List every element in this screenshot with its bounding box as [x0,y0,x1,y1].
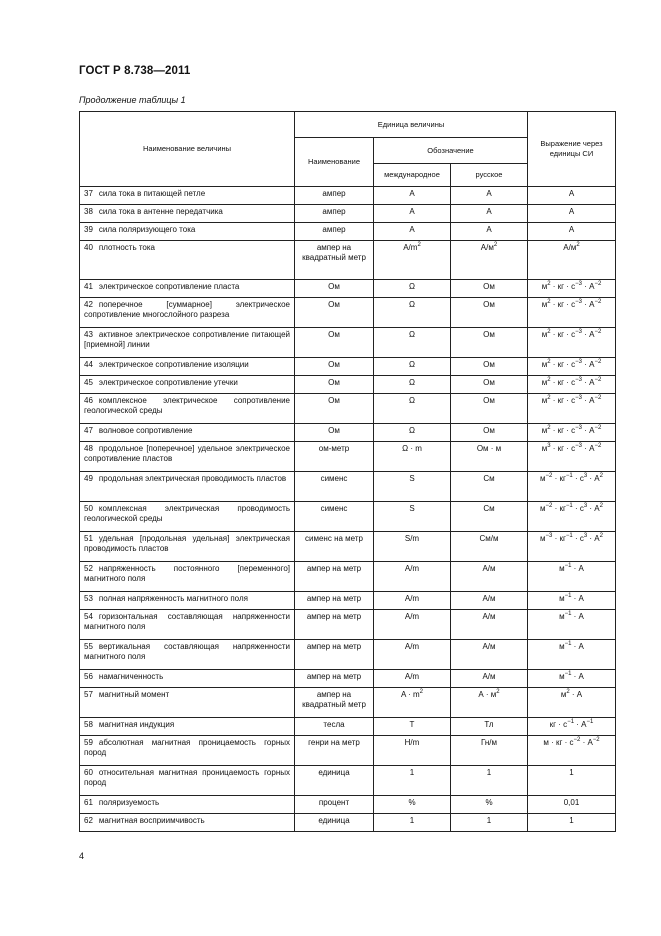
table-row [80,562,616,592]
header-designation: Обозначение [374,138,528,164]
si-expression: $м^3$ · кг · $с^{-3} \cdot A^{-2}$ [528,442,616,472]
quantity-name: сила тока в питающей петле [98,189,206,198]
russian-designation: 1 [451,814,528,832]
row-number: 57 [84,690,93,699]
unit-name-cell: ампер [295,223,374,241]
quantity-name: поперечное [суммарное] электрическое сопротивление многослойного разреза [84,300,290,320]
table-row [80,472,616,502]
russian-designation: Гн/м [451,736,528,766]
international-designation: A [374,223,451,241]
russian-designation: См [451,472,528,502]
table-row [80,328,616,358]
international-designation: H/m [374,736,451,766]
row-number: 58 [84,720,93,729]
page-number: 4 [79,851,85,861]
quantity-name: напряженность постоянного [переменного] магнитного поля [84,564,290,584]
quantity-cell [80,280,295,298]
international-designation: 1 [374,766,451,796]
table-row [80,223,616,241]
table-caption: Продолжение таблицы 1 [79,95,186,105]
table-row [80,442,616,472]
unit-name-cell: единица [295,814,374,832]
unit-name-cell: Ом [295,298,374,328]
row-number: 47 [84,426,93,435]
international-designation: Ω [374,358,451,376]
row-number: 42 [84,300,93,309]
row-number: 43 [84,330,93,339]
quantity-name: абсолютная магнитная проницаемость горных пород [84,738,290,758]
russian-designation: $А/м^2$ [451,241,528,280]
row-number: 48 [84,444,93,453]
table-row [80,766,616,796]
international-designation: $A \cdot m^2$ [374,688,451,718]
russian-designation: Ом [451,298,528,328]
table-row [80,814,616,832]
russian-designation: А/м [451,610,528,640]
international-designation: Ω [374,394,451,424]
russian-designation: См/м [451,532,528,562]
quantity-cell [80,532,295,562]
si-expression: $м^{-1} \cdot A$ [528,562,616,592]
si-expression: $м^2$ · кг · $с^{-3} \cdot A^{-2}$ [528,280,616,298]
international-designation: T [374,718,451,736]
unit-name-cell: ампер [295,205,374,223]
si-expression: A [528,187,616,205]
quantity-cell [80,424,295,442]
russian-designation: Ом [451,328,528,358]
row-number: 44 [84,360,93,369]
unit-name-cell: ом-метр [295,442,374,472]
quantity-cell [80,592,295,610]
russian-designation: Ом [451,394,528,424]
unit-name-cell: Ом [295,376,374,394]
russian-designation: А [451,223,528,241]
si-expression: $м^2$ · кг · $с^{-3} \cdot A^{-2}$ [528,358,616,376]
international-designation: A/m [374,592,451,610]
unit-name-cell: сименс на метр [295,532,374,562]
si-expression: кг · $с^{-1} \cdot A^{-1}$ [528,718,616,736]
unit-name-cell: ампер на квадратный метр [295,241,374,280]
document-title: ГОСТ Р 8.738—2011 [79,65,191,77]
row-number: 54 [84,612,93,621]
table-row [80,280,616,298]
unit-name-cell: Ом [295,394,374,424]
russian-designation: Ом [451,358,528,376]
quantity-name: магнитная восприимчивость [98,816,205,825]
international-designation: S/m [374,532,451,562]
russian-designation: Тл [451,718,528,736]
row-number: 46 [84,396,93,405]
quantity-cell [80,298,295,328]
si-expression: $м^{-1} \cdot A$ [528,640,616,670]
international-designation: Ω [374,424,451,442]
row-number: 49 [84,474,93,483]
russian-designation: Ом [451,280,528,298]
unit-name-cell: ампер [295,187,374,205]
table-row [80,358,616,376]
russian-designation: А/м [451,640,528,670]
si-expression: 0,01 [528,796,616,814]
unit-name-cell: Ом [295,280,374,298]
international-designation: S [374,502,451,532]
quantity-cell [80,610,295,640]
si-expression: $A/м^2$ [528,241,616,280]
russian-designation: А/м [451,592,528,610]
quantity-name: относительная магнитная проницаемость горных пород [84,768,290,788]
row-number: 51 [84,534,93,543]
quantity-name: электрическое сопротивление изоляции [98,360,249,369]
unit-name-cell: Ом [295,328,374,358]
row-number: 62 [84,816,93,825]
row-number: 45 [84,378,93,387]
quantity-name: магнитный момент [98,690,170,699]
si-expression: м · кг · $с^{-2} \cdot A^{-2}$ [528,736,616,766]
unit-name-cell: ампер на метр [295,670,374,688]
unit-name-cell: ампер на метр [295,562,374,592]
russian-designation: Ом · м [451,442,528,472]
row-number: 40 [84,243,93,252]
russian-designation: Ом [451,376,528,394]
international-designation: 1 [374,814,451,832]
international-designation: A [374,205,451,223]
unit-name-cell: ампер на метр [295,610,374,640]
si-expression: 1 [528,766,616,796]
international-designation: A/m [374,562,451,592]
table-row [80,205,616,223]
header-unit: Единица величины [295,112,528,138]
row-number: 37 [84,189,93,198]
russian-designation: См [451,502,528,532]
si-expression: A [528,205,616,223]
quantity-name: полная напряженность магнитного поля [98,594,248,603]
quantity-cell [80,394,295,424]
header-unit-name: Наименование [295,138,374,187]
international-designation: Ω [374,328,451,358]
quantity-name: продольная электрическая проводимость пластов [98,474,287,483]
unit-name-cell: Ом [295,424,374,442]
quantity-name: сила поляризующего тока [98,225,196,234]
si-expression: $м^2$ · кг · $с^{-3} \cdot A^{-2}$ [528,376,616,394]
table-row [80,592,616,610]
quantity-cell [80,328,295,358]
russian-designation: А/м [451,562,528,592]
si-expression: 1 [528,814,616,832]
international-designation: A [374,187,451,205]
si-expression: $м^{-1} \cdot A$ [528,670,616,688]
si-expression: $м^2$ · кг · $с^{-3} \cdot A^{-2}$ [528,298,616,328]
si-expression: $м^{-1} \cdot A$ [528,592,616,610]
si-expression: A [528,223,616,241]
si-expression: $м^{-2} \cdot кг^{-1} \cdot с^3 \cdot A^2$ [528,472,616,502]
international-designation: A/m [374,670,451,688]
quantity-name: вертикальная составляющая напряженности магнитного поля [84,642,290,662]
row-number: 52 [84,564,93,573]
quantity-name: удельная [продольная удельная] электрическая проводимость пластов [84,534,290,554]
unit-name-cell: сименс [295,472,374,502]
unit-name-cell: тесла [295,718,374,736]
table-row [80,640,616,670]
row-number: 56 [84,672,93,681]
quantity-cell [80,187,295,205]
table-row [80,394,616,424]
quantity-cell [80,205,295,223]
quantity-name: магнитная индукция [98,720,175,729]
table-row [80,718,616,736]
quantity-name: поляризуемость [98,798,160,807]
russian-designation: $А \cdot м^2$ [451,688,528,718]
quantity-cell [80,562,295,592]
quantity-name: плотность тока [98,243,156,252]
si-expression: $м^2$ · кг · $с^{-3} \cdot A^{-2}$ [528,394,616,424]
unit-name-cell: Ом [295,358,374,376]
table-row [80,532,616,562]
quantity-cell [80,688,295,718]
si-expression: $м^2$ · кг · $с^{-3} \cdot A^{-2}$ [528,424,616,442]
quantity-cell [80,502,295,532]
table-row [80,298,616,328]
unit-name-cell: сименс [295,502,374,532]
international-designation: Ω [374,298,451,328]
table-row [80,424,616,442]
quantity-cell [80,640,295,670]
table-row [80,610,616,640]
international-designation: % [374,796,451,814]
quantity-name: комплексная электрическая проводимость геологической среды [84,504,290,524]
row-number: 41 [84,282,93,291]
russian-designation: А/м [451,670,528,688]
table-row [80,502,616,532]
table-body [80,187,616,832]
table-row [80,796,616,814]
international-designation: A/m [374,640,451,670]
quantity-cell [80,472,295,502]
si-expression: $м^2 \cdot A$ [528,688,616,718]
quantity-name: сила тока в антенне передатчика [98,207,223,216]
russian-designation: А [451,187,528,205]
row-number: 61 [84,798,93,807]
quantity-cell [80,223,295,241]
international-designation: Ω · m [374,442,451,472]
quantity-cell [80,766,295,796]
quantity-cell [80,376,295,394]
table-row [80,187,616,205]
unit-name-cell: единица [295,766,374,796]
quantity-name: активное электрическое сопротивление питающей [приемной] линии [84,330,290,350]
header-russian: русское [451,164,528,187]
unit-name-cell: ампер на метр [295,640,374,670]
russian-designation: 1 [451,766,528,796]
russian-designation: Ом [451,424,528,442]
international-designation: Ω [374,280,451,298]
unit-name-cell: процент [295,796,374,814]
header-international: международное [374,164,451,187]
row-number: 53 [84,594,93,603]
row-number: 60 [84,768,93,777]
unit-name-cell: ампер на метр [295,592,374,610]
units-table [79,111,616,832]
si-expression: $м^{-2} \cdot кг^{-1} \cdot с^3 \cdot A^2$ [528,502,616,532]
russian-designation: % [451,796,528,814]
quantity-name: электрическое сопротивление утечки [98,378,238,387]
header-si-expression: Выражение через единицы СИ [528,112,616,187]
table-row [80,376,616,394]
row-number: 39 [84,225,93,234]
quantity-cell [80,670,295,688]
quantity-name: намагниченность [98,672,164,681]
quantity-cell [80,442,295,472]
row-number: 55 [84,642,93,651]
unit-name-cell: генри на метр [295,736,374,766]
quantity-cell [80,796,295,814]
international-designation: Ω [374,376,451,394]
quantity-name: электрическое сопротивление пласта [98,282,240,291]
quantity-cell [80,241,295,280]
unit-name-cell: ампер на квадратный метр [295,688,374,718]
table-row [80,670,616,688]
quantity-name: горизонтальная составляющая напряженности магнитного поля [84,612,290,632]
si-expression: $м^{-1} \cdot A$ [528,610,616,640]
quantity-name: комплексное электрическое сопротивление геологической среды [84,396,290,416]
quantity-cell [80,358,295,376]
header-quantity-name: Наименование величины [80,112,295,187]
row-number: 50 [84,504,93,513]
si-expression: $м^2$ · кг · $с^{-3} \cdot A^{-2}$ [528,328,616,358]
russian-designation: А [451,205,528,223]
international-designation: S [374,472,451,502]
table-row [80,241,616,280]
quantity-cell [80,718,295,736]
quantity-name: волновое сопротивление [98,426,193,435]
quantity-cell [80,736,295,766]
quantity-name: продольное [поперечное] удельное электрическое сопротивление пластов [84,444,290,464]
si-expression: $м^{-3} \cdot кг^{-1} \cdot с^3 \cdot A^2$ [528,532,616,562]
table-row [80,736,616,766]
quantity-cell [80,814,295,832]
table-row [80,688,616,718]
international-designation: $A/m^2$ [374,241,451,280]
international-designation: A/m [374,610,451,640]
row-number: 38 [84,207,93,216]
row-number: 59 [84,738,93,747]
